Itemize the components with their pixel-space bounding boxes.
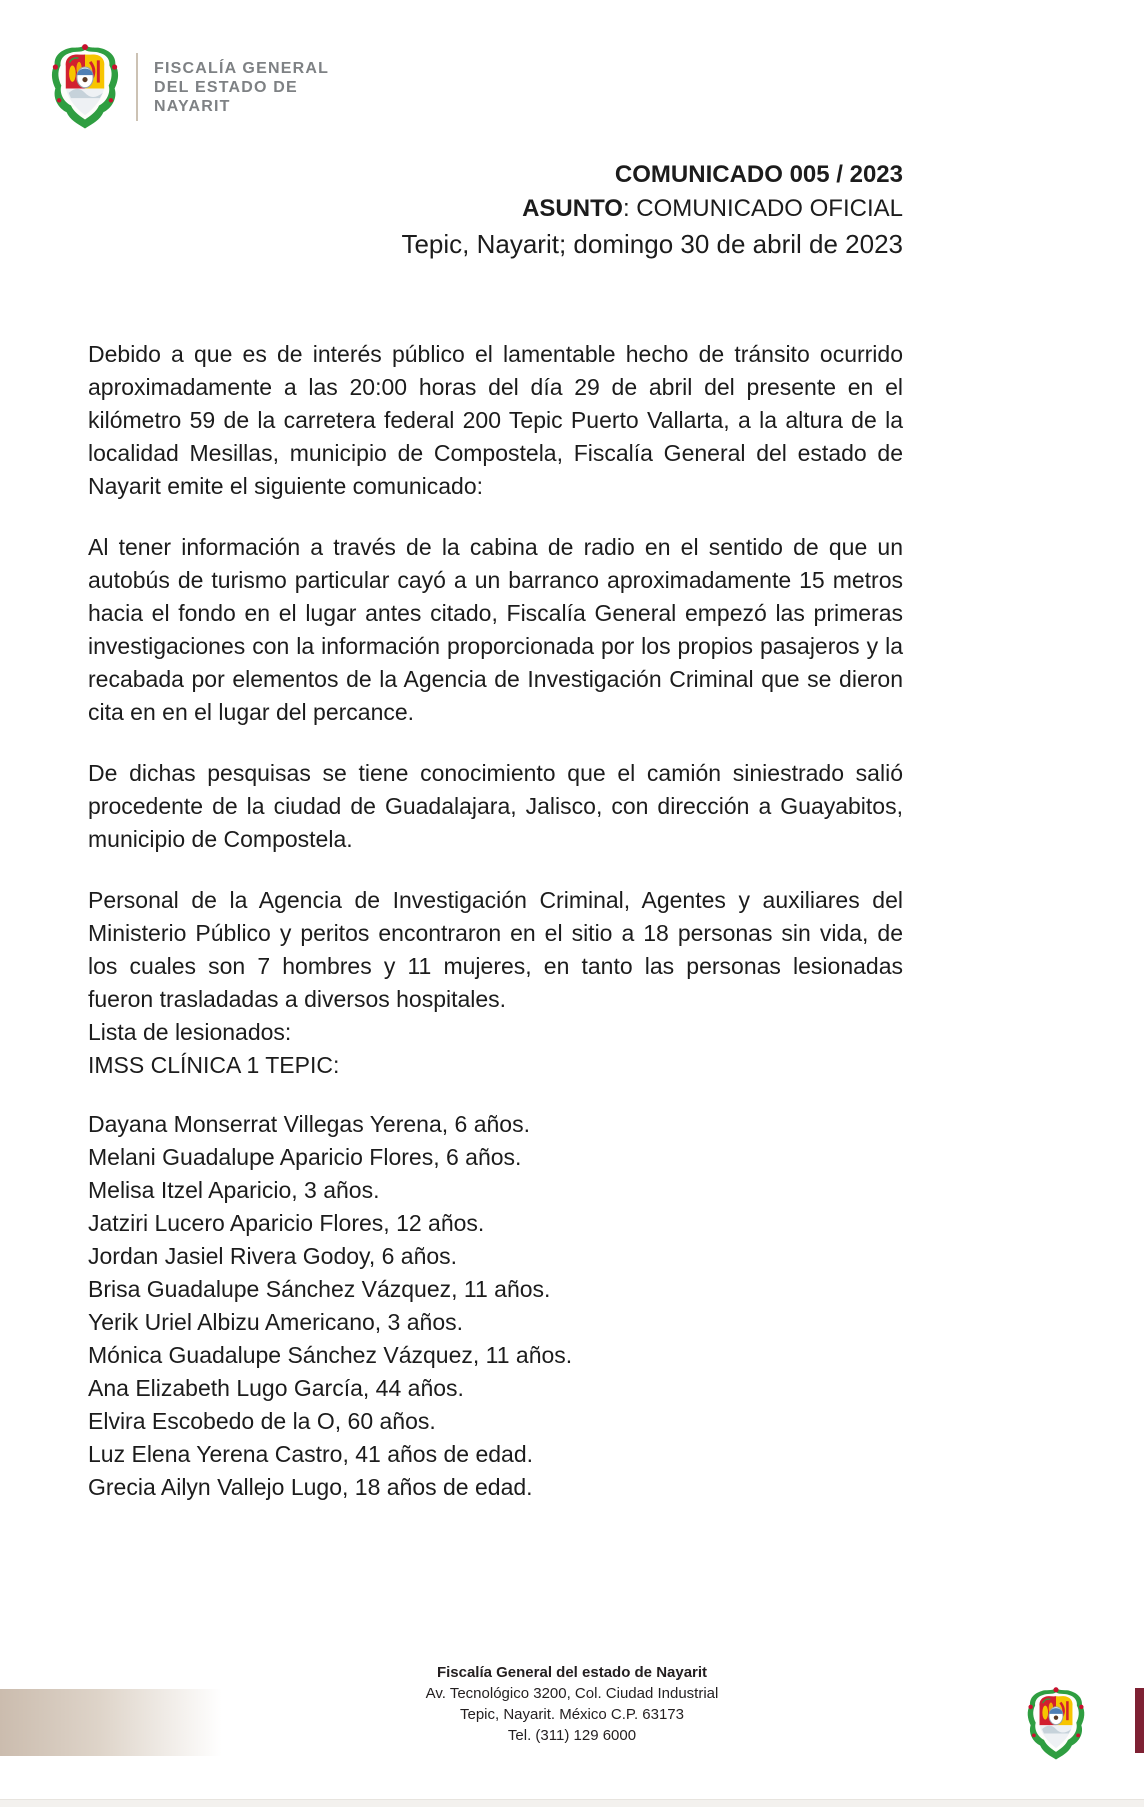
- asunto-line: [88, 192, 903, 226]
- injured-person-item: Elvira Escobedo de la O, 60 años.: [88, 1408, 436, 1434]
- page-bottom-edge: [0, 1799, 1144, 1807]
- injured-person-item: Mónica Guadalupe Sánchez Vázquez, 11 años.: [88, 1342, 573, 1368]
- footer-maroon-bar: [1135, 1688, 1144, 1753]
- org-name-line: FISCALÍA GENERAL: [154, 59, 330, 77]
- injured-person-item: Yerik Uriel Albizu Americano, 3 años.: [88, 1309, 464, 1335]
- injured-person-item: Grecia Ailyn Vallejo Lugo, 18 años de edad.: [88, 1474, 533, 1500]
- injured-person-item: Ana Elizabeth Lugo García, 44 años.: [88, 1375, 464, 1401]
- comunicado-number: COMUNICADO 005 / 2023: [614, 161, 903, 188]
- injured-person-item: Jordan Jasiel Rivera Godoy, 6 años.: [88, 1243, 458, 1269]
- paragraph-casualties: Personal de la Agencia de Investigación Criminal, Agentes y auxiliares del Ministerio Público y peritos encontraron en el sitio a 18 personas sin vida, de los cuales son 7 hombres y 11 mujeres, en tanto las personas lesionadas fueron trasladadas a diversos hospitales.: [88, 887, 903, 1012]
- title-block: [88, 158, 903, 262]
- injured-list: [88, 1108, 903, 1504]
- footer-address-line: Tepic, Nayarit. México C.P. 63173: [460, 1706, 684, 1723]
- injured-person-item: Brisa Guadalupe Sánchez Vázquez, 11 años.: [88, 1276, 551, 1302]
- injured-person-item: Melani Guadalupe Aparicio Flores, 6 años.: [88, 1144, 522, 1170]
- injured-person-item: Jatziri Lucero Aparicio Flores, 12 años.: [88, 1210, 485, 1236]
- paragraph-radio-report: Al tener información a través de la cabina de radio en el sentido de que un autobús de turismo particular cayó a un barranco aproximadamente 15 metros hacia el fondo en el lugar antes citado, Fiscalía General empezó las primeras investigaciones con la información proporcionada por los propios pasajeros y la recabada por elementos de la Agencia de Investigación Criminal que se dieron cita en en el lugar del percance.: [88, 534, 903, 725]
- org-name-line: NAYARIT: [154, 97, 231, 115]
- footer-address-line: Av. Tecnológico 3200, Col. Ciudad Industrial: [425, 1685, 719, 1702]
- injured-person-item: Dayana Monserrat Villegas Yerena, 6 años.: [88, 1111, 530, 1137]
- org-name: [154, 59, 329, 116]
- injured-list-heading: Lista de lesionados:: [88, 1019, 292, 1045]
- clinic-heading: IMSS CLÍNICA 1 TEPIC:: [88, 1052, 340, 1078]
- dateline: Tepic, Nayarit; domingo 30 de abril de 2023: [401, 229, 903, 259]
- injured-person-item: Melisa Itzel Aparicio, 3 años.: [88, 1177, 380, 1203]
- asunto-value: : COMUNICADO OFICIAL: [622, 195, 903, 222]
- paragraph-intro: Debido a que es de interés público el lamentable hecho de tránsito ocurrido aproximadamente a las 20:00 horas del día 29 de abril del presente en el kilómetro 59 de la carretera federal 200 Tepic Puerto Vallarta, a la altura de la localidad Mesillas, municipio de Compostela, Fiscalía General del estado de Nayarit emite el siguiente comunicado:: [88, 341, 903, 499]
- injured-person-item: Luz Elena Yerena Castro, 41 años de edad.: [88, 1441, 534, 1467]
- paragraph-origin: De dichas pesquisas se tiene conocimiento que el camión siniestrado salió procedente de la ciudad de Guadalajara, Jalisco, con dirección a Guayabitos, municipio de Compostela.: [88, 760, 903, 852]
- document-body: [88, 338, 903, 1504]
- org-name-line: DEL ESTADO DE: [154, 78, 298, 96]
- footer-phone: Tel. (311) 129 6000: [507, 1727, 637, 1744]
- footer-org-name: Fiscalía General del estado de Nayarit: [436, 1664, 708, 1681]
- escudo-nayarit-footer-icon: [1024, 1686, 1088, 1762]
- letterhead: [48, 42, 329, 132]
- escudo-nayarit-icon: [48, 42, 122, 132]
- header-divider: [136, 53, 138, 121]
- asunto-label: ASUNTO: [522, 195, 623, 222]
- footer-gradient-bar: [0, 1689, 222, 1756]
